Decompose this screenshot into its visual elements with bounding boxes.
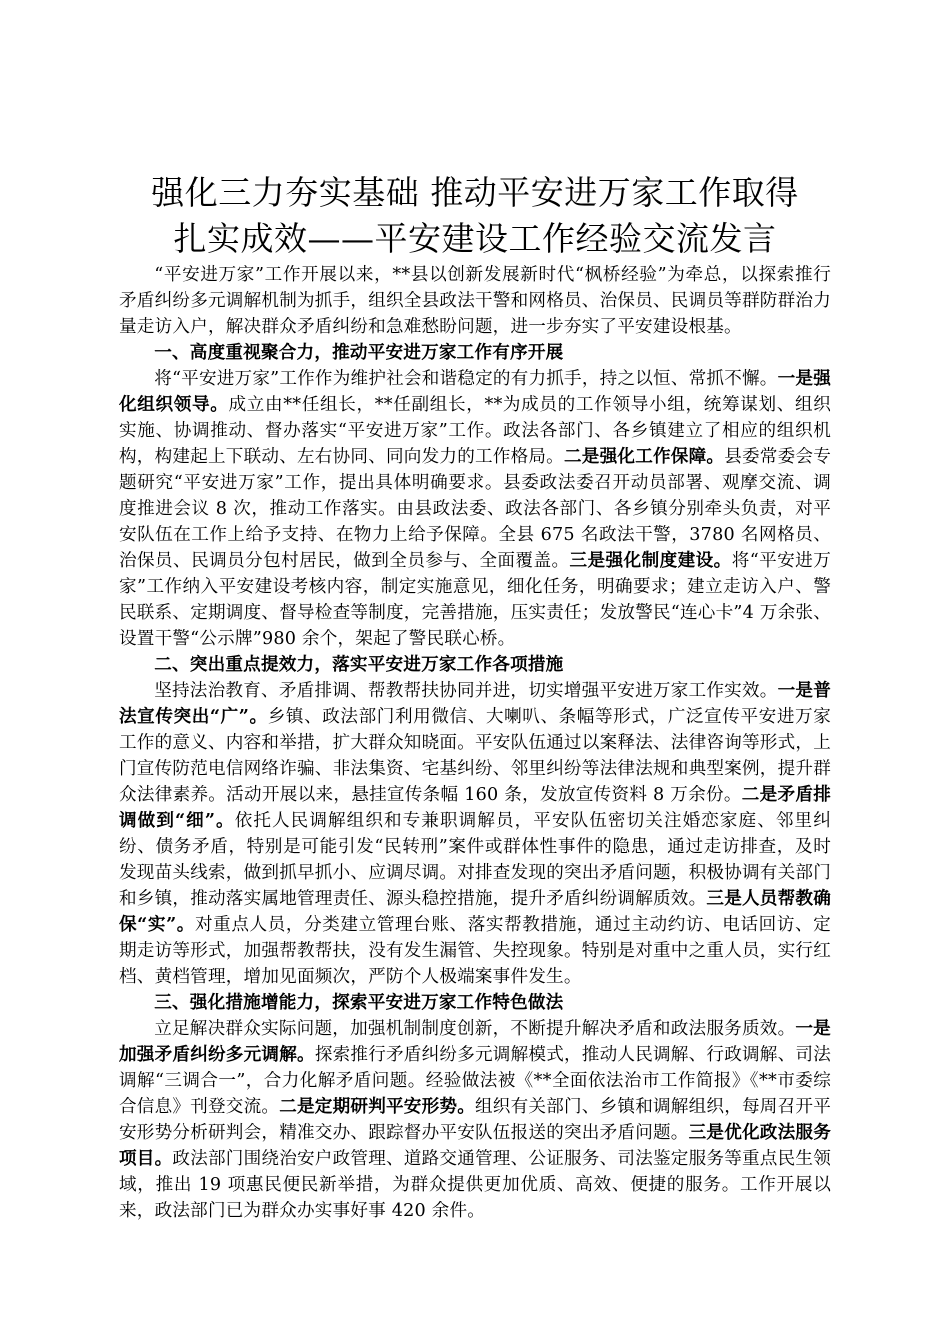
section-1-paragraph <box>119 366 831 652</box>
bold-run: 一是加强矛盾纠纷多元调解。 <box>119 1018 831 1065</box>
text-run: 将“平安进万家”工作作为维护社会和谐稳定的有力抓手，持之以恒、常抓不懈。 <box>154 369 778 389</box>
section-2-paragraph <box>119 678 831 990</box>
text-run: 县委常委会专题研究“平安进万家”工作，提出具体明确要求。县委政法委召开动员部署、观摩交流、调度推进会议 8 次，推动工作落实。由县政法委、政法各部门、各乡镇分别牵头负责，对平安队伍在工作上给予支持、在物力上给予保障。全县 675 名政法干警，3780 名网格员、治保员、民调员分包村居民，做到全员参与、全面覆盖。 <box>119 447 831 571</box>
bold-run: 三是强化制度建设。 <box>569 550 732 571</box>
bold-run: 一是普法宣传突出“广”。 <box>119 680 831 727</box>
text-run: 对重点人员，分类建立管理台账、落实帮教措施，通过主动约访、电话回访、定期走访等形式，加强帮教帮扶，没有发生漏管、失控现象。特别是对重中之重人员，实行红档、黄档管理，增加见面频次，严防个人极端案事件发生。 <box>119 915 831 987</box>
intro-paragraph: “平安进万家”工作开展以来，**县以创新发展新时代“枫桥经验”为牵总，以探索推行矛盾纠纷多元调解机制为抓手，组织全县政法干警和网格员、治保员、民调员等群防群治力量走访入户，解决群众矛盾纠纷和急难愁盼问题，进一步夯实了平安建设根基。 <box>119 265 831 337</box>
bold-run: 二是强化工作保障。 <box>564 446 725 467</box>
bold-run: 一是强化组织领导。 <box>119 368 831 415</box>
document-title <box>119 170 831 262</box>
bold-run: 三是优化政法服务项目。 <box>119 1122 832 1169</box>
title-line-1: 强化三力夯实基础 推动平安进万家工作取得 <box>151 173 799 212</box>
text-run: 坚持法治教育、矛盾排调、帮教帮扶协同并进，切实增强平安进万家工作实效。 <box>154 681 778 701</box>
bold-run: 三是人员帮教确保“实”。 <box>119 888 831 935</box>
bold-run: 二是矛盾排调做到“细”。 <box>119 784 831 831</box>
document-body <box>119 170 831 1224</box>
text-run: 乡镇、政法部门利用微信、大喇叭、条幅等形式，广泛宣传平安进万家工作的意义、内容和举措，扩大群众知晓面。平安队伍通过以案释法、法律咨询等形式，上门宣传防范电信网络诈骗、非法集资、宅基纠纷、邻里纠纷等法律法规和典型案例，提升群众法律素养。活动开展以来，悬挂宣传条幅 160 条，发放宣传资料 8 万余份。 <box>119 707 831 805</box>
bold-run: 二是定期研判平安形势。 <box>279 1096 475 1117</box>
text-run: 成立由**任组长，**任副组长，**为成员的工作领导小组，统筹谋划、组织实施、协调推动、督办落实“平安进万家”工作。政法各部门、各乡镇建立了相应的组织机构，构建起上下联动、左右协同、同向发力的工作格局。 <box>119 395 832 467</box>
text-run: 将“平安进万家”工作纳入平安建设考核内容，制定实施意见，细化任务，明确要求；建立走访入户、警民联系、定期调度、督导检查等制度，完善措施，压实责任；发放警民“连心卡”4 万余张、设置干警“公示牌”980 余个，架起了警民联心桥。 <box>119 551 831 649</box>
text-run: 依托人民调解组织和专兼职调解员，平安队伍密切关注婚恋家庭、邻里纠纷、债务矛盾，特别是可能引发“民转刑”案件或群体性事件的隐患，通过走访排查，及时发现苗头线索，做到抓早抓小、应调尽调。对排查发现的突出矛盾问题，积极协调有关部门和乡镇，推动落实属地管理责任、源头稳控措施，提升矛盾纠纷调解质效。 <box>119 811 831 909</box>
text-run: 探索推行矛盾纠纷多元调解模式，推动人民调解、行政调解、司法调解“三调合一”，合力化解矛盾问题。经验做法被《**全面依法治市工作简报》《**市委综合信息》刊登交流。 <box>119 1045 832 1117</box>
section-3-heading: 三、强化措施增能力，探索平安进万家工作特色做法 <box>154 992 564 1013</box>
section-3-paragraph <box>119 1016 831 1224</box>
text-run: 组织有关部门、乡镇和调解组织，每周召开平安形势分析研判会，精准交办、跟踪督办平安队伍报送的突出矛盾问题。 <box>119 1097 831 1143</box>
title-line-2: 扎实成效——平安建设工作经验交流发言 <box>173 219 777 258</box>
section-1-heading: 一、高度重视聚合力，推动平安进万家工作有序开展 <box>154 342 564 363</box>
section-2-heading: 二、突出重点提效力，落实平安进万家工作各项措施 <box>154 654 564 675</box>
text-run: 立足解决群众实际问题，加强机制制度创新，不断提升解决矛盾和政法服务质效。 <box>154 1019 796 1039</box>
text-run: 政法部门围绕治安户政管理、道路交通管理、公证服务、司法鉴定服务等重点民生领域，推出 19 项惠民便民新举措，为群众提供更加优质、高效、便捷的服务。工作开展以来，政法部门已为群众办实事好事 420 余件。 <box>119 1149 831 1221</box>
